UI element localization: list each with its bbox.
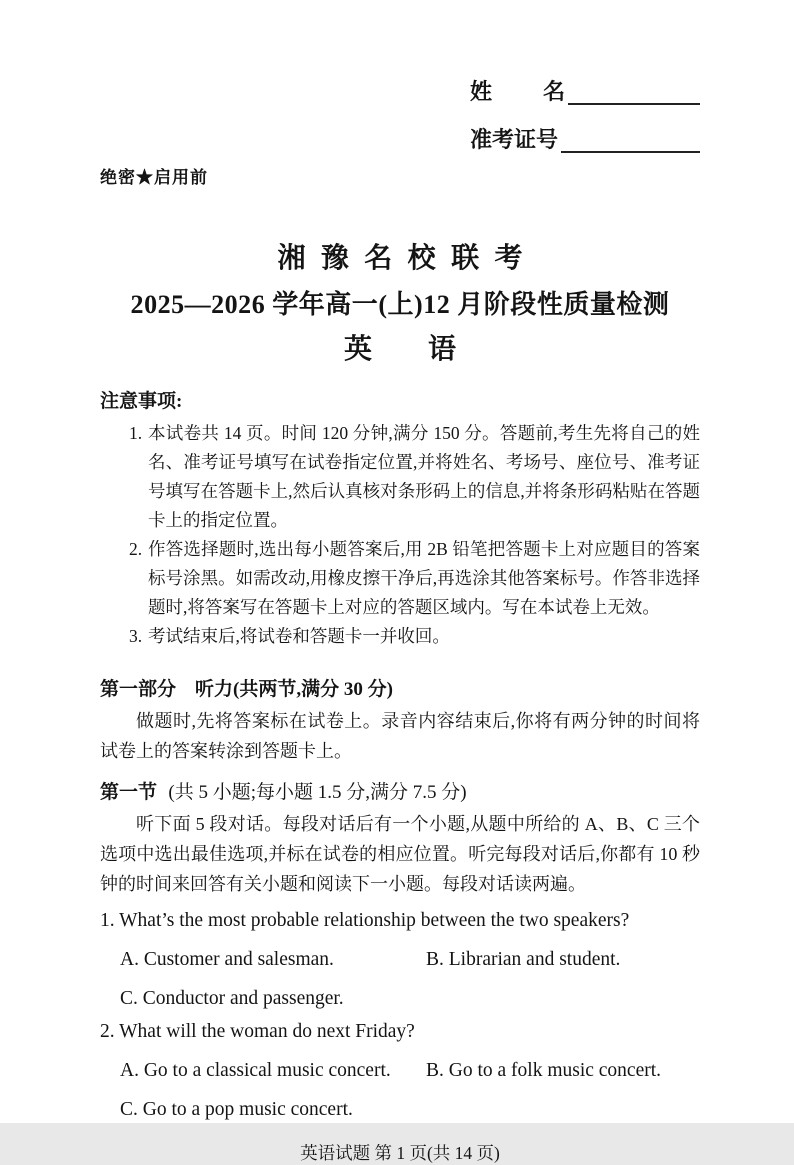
exam-title: 湘豫名校联考 (277, 243, 538, 274)
notice-list (100, 419, 700, 651)
question-2-options-row-1 (100, 1056, 700, 1086)
notice-item-1-text: 本试卷共 14 页。时间 120 分钟,满分 150 分。答题前,考生先将自己的姓名、准考证号填写在试卷指定位置,并将姓名、考场号、座位号、准考证号填写在答题卡上,然后认真核对条形码上的信息,并将条形码粘贴在答题卡上的指定位置。 (148, 423, 700, 531)
question-2 (100, 1017, 700, 1125)
exam-subtitle: 2025—2026 学年高一(上)12 月阶段性质量检测 (130, 289, 670, 319)
name-label-char2: 名 (542, 79, 565, 104)
question-1-option-a: A. Customer and salesman. (120, 949, 334, 971)
secrecy-label: 绝密★启用前 (100, 168, 208, 187)
notice-item-1-number: 1. (129, 423, 143, 444)
question-1-options-row-1 (100, 945, 700, 975)
question-1-options-row-2 (100, 984, 700, 1014)
exam-number-field-label: 准考证号 (470, 127, 559, 152)
exam-number-field-row (470, 108, 700, 153)
name-label-char1: 姓 (470, 79, 493, 104)
notice-item-2-number: 2. (129, 539, 143, 560)
section1-label: 第一节 (100, 782, 158, 804)
question-2-option-a: A. Go to a classical music concert. (120, 1060, 391, 1082)
part1-heading: 第一部分 听力(共两节,满分 30 分) (100, 679, 393, 701)
question-2-option-b: B. Go to a folk music concert. (426, 1060, 662, 1082)
notice-item-1 (100, 419, 700, 535)
name-fill-in-blank (568, 103, 700, 105)
notice-heading: 注意事项: (100, 391, 183, 413)
exam-number-fill-in-blank (561, 151, 700, 153)
question-2-options-row-2 (100, 1095, 700, 1125)
part1-intro: 做题时,先将答案标在试卷上。录音内容结束后,你将有两分钟的时间将试卷上的答案转涂到答题卡上。 (100, 711, 700, 762)
candidate-info-fields (470, 60, 700, 153)
notice-item-2-text: 作答选择题时,选出每小题答案后,用 2B 铅笔把答题卡上对应题目的答案标号涂黑。如需改动,用橡皮擦干净后,再选涂其他答案标号。作答非选择题时,将答案写在答题卡上对应的答题区域内。写在本试卷上无效。 (148, 539, 700, 618)
question-list (100, 906, 700, 1125)
exam-subject-title: 英 语 (343, 333, 456, 365)
question-1-option-b: B. Librarian and student. (426, 949, 621, 971)
notice-item-3-number: 3. (129, 626, 143, 647)
name-field-row (470, 60, 700, 105)
question-1-option-c: C. Conductor and passenger. (120, 988, 344, 1010)
question-1 (100, 906, 700, 1014)
notice-item-2 (100, 535, 700, 622)
question-1-stem: 1. What’s the most probable relationship between the two speakers? (100, 910, 630, 932)
question-2-stem: 2. What will the woman do next Friday? (100, 1021, 415, 1043)
page-footer: 英语试题 第 1 页(共 14 页) (300, 1143, 500, 1164)
section1-instruction: 听下面 5 段对话。每段对话后有一个小题,从题中所给的 A、B、C 三个选项中选出最佳选项,并标在试卷的相应位置。听完每段对话后,你都有 10 秒钟的时间来回答有关小题和阅读下一小题。每段对话读两遍。 (100, 814, 700, 895)
notice-item-3-text: 考试结束后,将试卷和答题卡一并收回。 (148, 626, 450, 647)
section1-detail: (共 5 小题;每小题 1.5 分,满分 7.5 分) (168, 782, 467, 804)
section1-heading (100, 777, 700, 804)
question-2-option-c: C. Go to a pop music concert. (120, 1099, 353, 1121)
name-field-label (470, 81, 565, 105)
notice-item-3 (100, 622, 700, 651)
